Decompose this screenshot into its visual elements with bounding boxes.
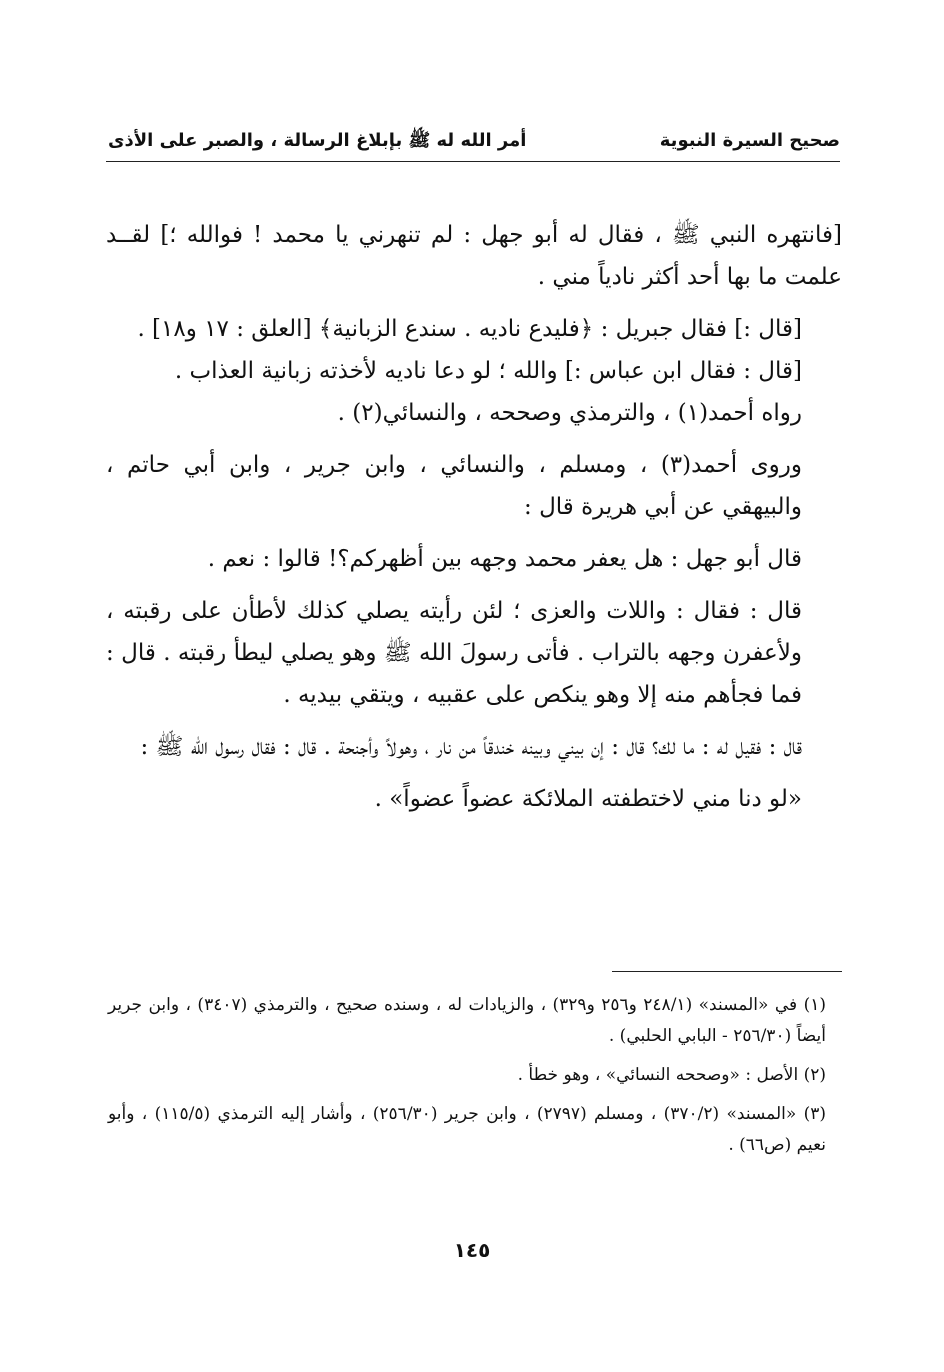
paragraph: [قال : فقال ابن عباس :] والله ؛ لو دعا ناديه لأخذته زبانية العذاب .	[174, 358, 802, 384]
footnote-rule	[612, 971, 842, 972]
paragraph: قال : فقيل له : ما لك؟ قال : إن بيني وبينه خندقاً من نار ، وهولاً وأجنحة . قال : فقال رسول الله ﷺ :	[140, 734, 802, 760]
main-text	[106, 214, 842, 820]
paragraph: رواه أحمد(١) ، والترمذي وصححه ، والنسائي(٢) .	[337, 400, 802, 426]
footnote: (١) في «المسند» (٢٤٨/١ و٢٥٦ و٣٢٩) ، والزيادات له ، وسنده صحيح ، والترمذي (٣٤٠٧) ، وابن جرير أيضاً (٢٥٦/٣٠ - البابي الحلبي) .	[108, 995, 826, 1046]
paragraph: «لو دنا مني لاختطفته الملائكة عضواً عضواً» .	[374, 786, 802, 812]
paragraph: [قال :] فقال جبريل : ﴿فليدع ناديه . سندع الزبانية﴾ [العلق : ١٧ و١٨] .	[137, 316, 802, 342]
paragraph: [فانتهره النبي ﷺ ، فقال له أبو جهل : لم تنهرني يا محمد ! فوالله ؛] لقــد علمت ما بها أحد أكثر نادياً مني .	[106, 222, 842, 290]
paragraph: وروى أحمد(٣) ، ومسلم ، والنسائي ، وابن جرير ، وابن أبي حاتم ، والبيهقي عن أبي هريرة قال :	[106, 452, 802, 520]
chapter-title: أمر الله له ﷺ بإبلاغ الرسالة ، والصبر على الأذى	[108, 130, 527, 151]
footnotes	[108, 990, 842, 1169]
paragraph: قال أبو جهل : هل يعفر محمد وجهه بين أظهركم؟! قالوا : نعم .	[207, 546, 802, 572]
page-number: ١٤٥	[453, 1238, 491, 1262]
paragraph: قال : فقال : واللات والعزى ؛ لئن رأيته يصلي كذلك لأطأن على رقبته ، ولأعفرن وجهه بالتراب . فأتى رسولَ الله ﷺ وهو يصلي ليطأ رقبته . قال : فما فجأهم منه إلا وهو ينكص على عقبيه ، ويتقي بيديه .	[106, 598, 802, 708]
footnote: (٢) الأصل : «وصححه النسائي» ، وهو خطأ .	[517, 1065, 826, 1085]
running-head	[108, 128, 840, 154]
book-title: صحيح السيرة النبوية	[659, 130, 840, 151]
header-rule	[106, 161, 840, 162]
footnote: (٣) «المسند» (٣٧٠/٢) ، ومسلم (٢٧٩٧) ، وابن جرير (٢٥٦/٣٠) ، وأشار إليه الترمذي (١١٥/٥) ، وأبو نعيم (ص٦٦) .	[108, 1104, 827, 1155]
